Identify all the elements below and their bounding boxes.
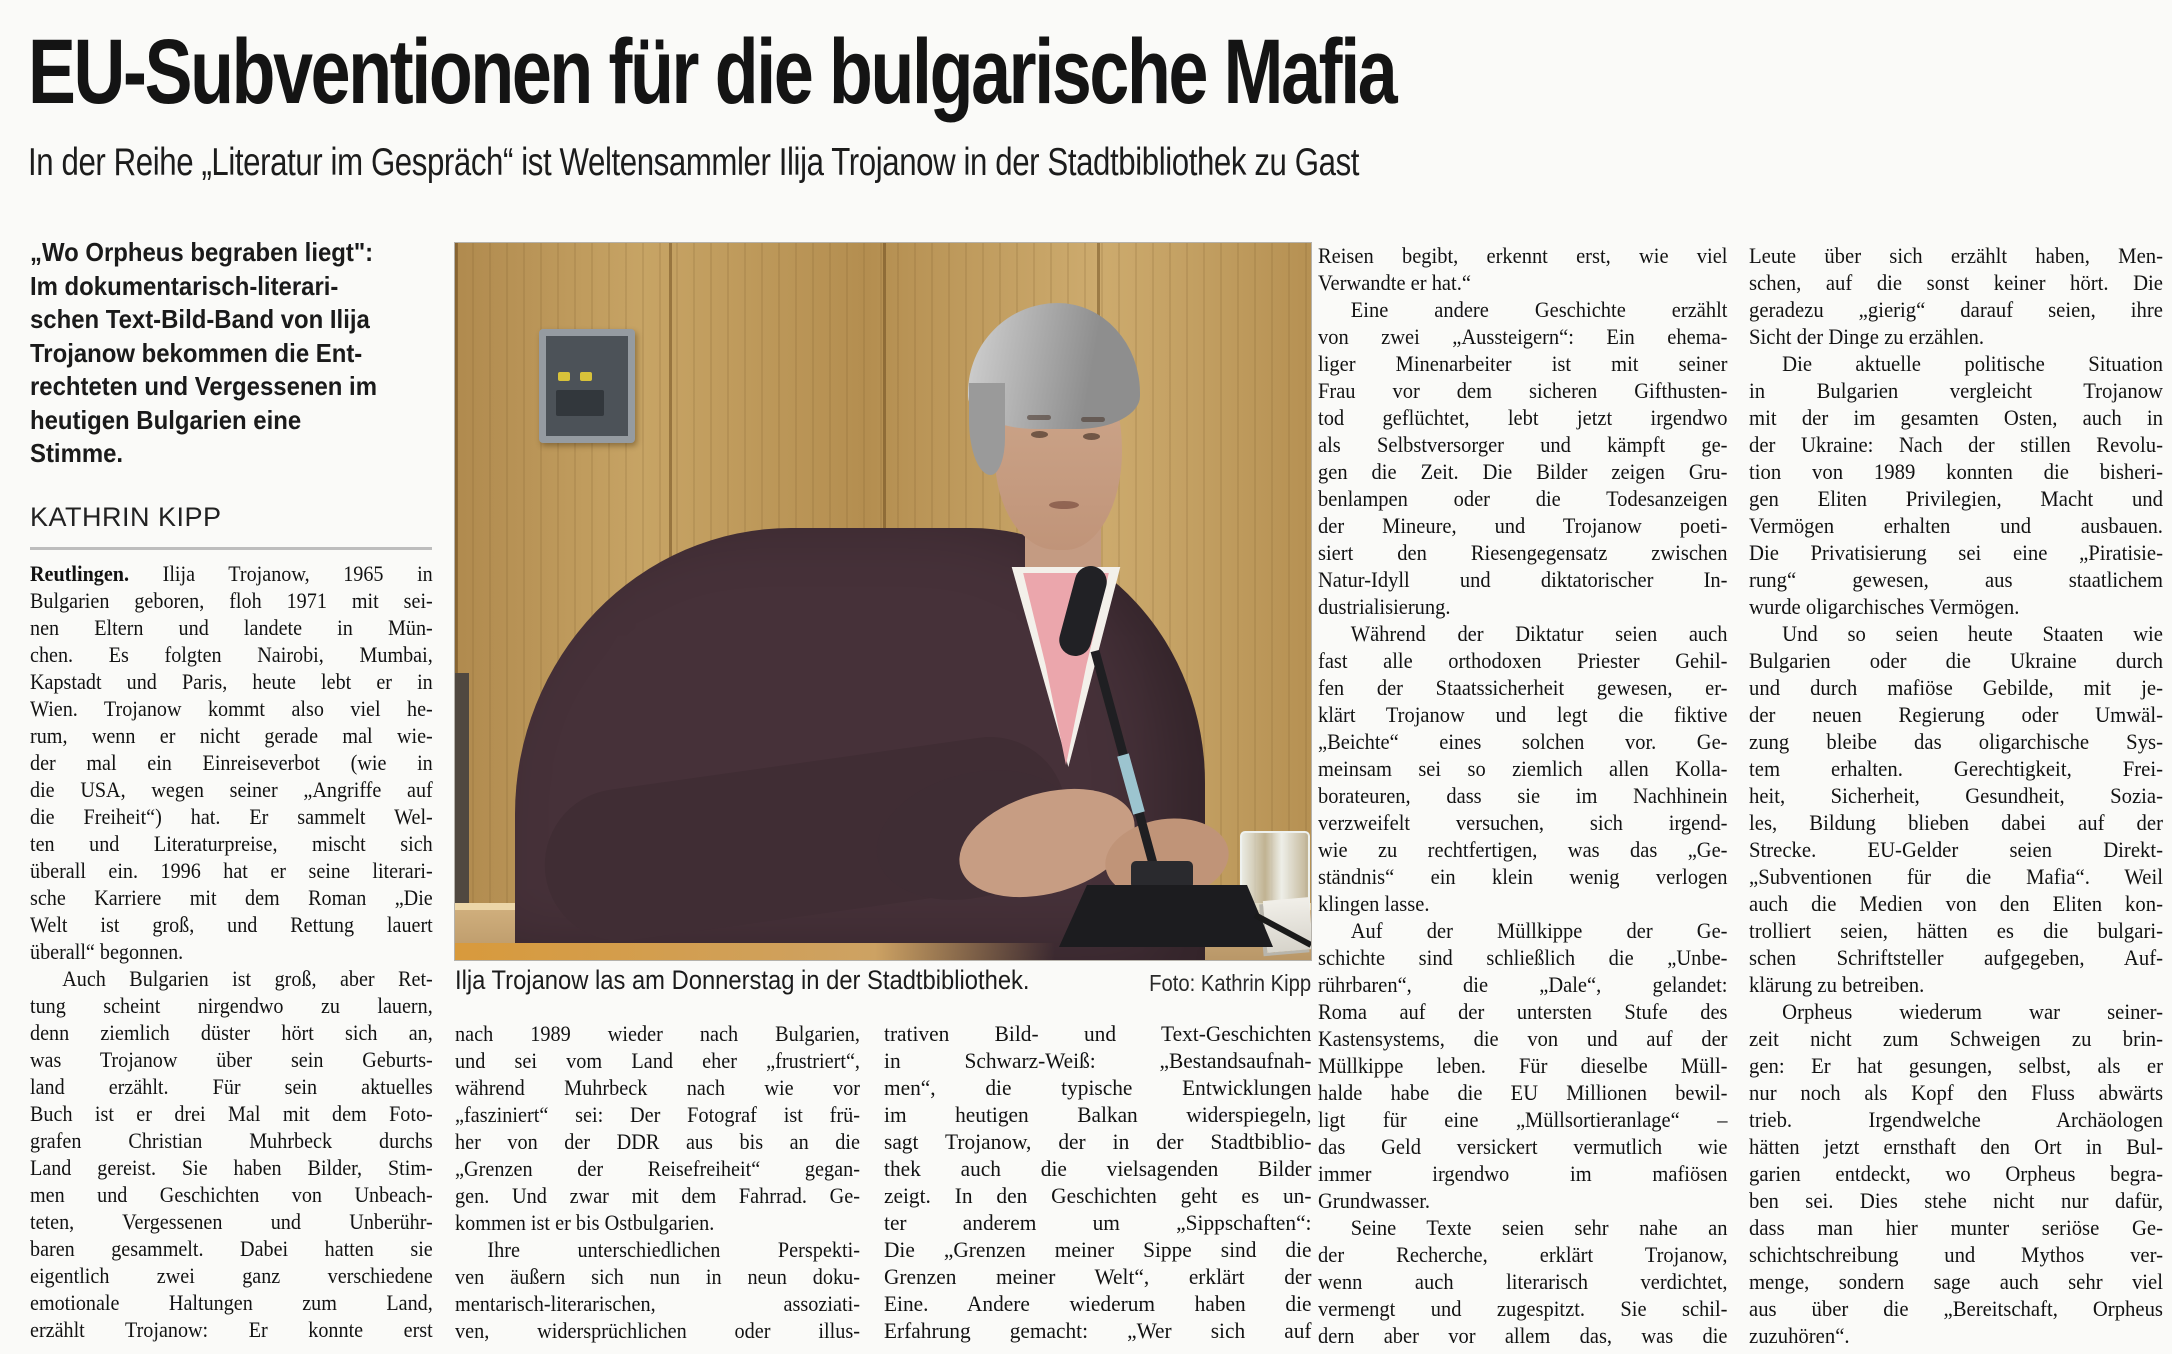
body-text-line: les, Bildung blieben dabei auf der xyxy=(1749,810,2163,835)
caption-row xyxy=(455,964,1311,1006)
body-text-line: erzählt Trojanow: Er konnte erst xyxy=(30,1317,433,1342)
body-text-line: schen Schriftsteller aufgegeben, Auf- xyxy=(1749,945,2163,970)
microphone xyxy=(455,243,1311,960)
body-text-line: sagt Trojanow, der in der Stadtbiblio- xyxy=(884,1129,1312,1154)
body-text-line: gen Eliten Privilegien, Macht und xyxy=(1749,486,2163,511)
body-text-line: zeigt. In den Geschichten geht es un- xyxy=(884,1183,1312,1208)
body-text-line: der Ukraine: Nach der stillen Revolu- xyxy=(1749,432,2163,457)
body-text-line: Während der Diktatur seien auch xyxy=(1350,621,1728,646)
lead-line: Trojanow bekommen die Ent- xyxy=(30,337,363,368)
body-text-line: ten und Literaturpreise, mischt sich xyxy=(30,831,433,856)
body-text-line: „Subventionen für die Mafia“. Weil xyxy=(1749,864,2163,889)
body-text-line: Müllkippe leben. Für dieselbe Müll- xyxy=(1318,1053,1728,1078)
body-text-line: ben sei. Dies stehe nicht nur dafür, xyxy=(1749,1188,2163,1213)
photo-credit: Foto: Kathrin Kipp xyxy=(1148,970,1311,996)
body-text-line: gen die Zeit. Die Bilder zeigen Gru- xyxy=(1318,459,1728,484)
body-text-line: tem erhalten. Gerechtigkeit, Frei- xyxy=(1749,756,2163,781)
body-text-line: men“, die typische Entwicklungen xyxy=(884,1075,1312,1100)
body-text-line: Auch Bulgarien ist groß, aber Ret- xyxy=(62,966,433,991)
body-text-line: ven äußern sich nun in neun doku- xyxy=(455,1264,860,1289)
body-text-line: Strecke. EU-Gelder seien Direkt- xyxy=(1749,837,2163,862)
mic-base xyxy=(1059,885,1273,947)
body-text-line: klärt Trojanow und legt die fiktive xyxy=(1318,702,1728,727)
body-text-line: Roma auf der untersten Stufe des xyxy=(1318,999,1728,1024)
body-text-line: chen. Es folgten Nairobi, Mumbai, xyxy=(30,642,433,667)
body-text-line: ven, widersprüchlichen oder illus- xyxy=(455,1318,860,1343)
body-text-line: gen. Und zwar mit dem Fahrrad. Ge- xyxy=(455,1183,860,1208)
body-text-line: Grundwasser. xyxy=(1318,1188,1431,1213)
body-text-line: geradezu „gierig“ darauf seien, ihre xyxy=(1749,297,2163,322)
body-text-line: und durch mafiöse Gebilde, mit je- xyxy=(1749,675,2163,700)
body-text-line: Die aktuelle politische Situation xyxy=(1782,351,2163,376)
body-text-line: nen Eltern und landete in Mün- xyxy=(30,615,433,640)
body-text-line: ter anderem um „Sippschaften“: xyxy=(884,1210,1312,1235)
body-text-line: Seine Texte seien sehr nahe an xyxy=(1350,1215,1728,1240)
body-text-line: als Selbstversorger und kämpft ge- xyxy=(1318,432,1728,457)
body-text-line: in Bulgarien vergleicht Trojanow xyxy=(1749,378,2163,403)
body-text-line: Die „Grenzen meiner Sippe sind die xyxy=(884,1237,1312,1262)
body-text-line: rum, wenn er nicht gerade mal wie- xyxy=(30,723,433,748)
body-text-line: mit der im gesamten Osten, auch in xyxy=(1749,405,2163,430)
lead-line: heutigen Bulgarien eine xyxy=(30,404,302,435)
body-text-line: trativen Bild- und Text-Geschichten xyxy=(884,1021,1312,1046)
body-text-line: tod geflüchtet, lebt jetzt irgendwo xyxy=(1318,405,1728,430)
body-text-line: vermengt und zugespitzt. Sie schil- xyxy=(1318,1296,1728,1321)
body-text-line: Eine andere Geschichte erzählt xyxy=(1350,297,1728,322)
body-text-line: Und so seien heute Staaten wie xyxy=(1782,621,2163,646)
body-text-line: der Mineure, und Trojanow poeti- xyxy=(1318,513,1728,538)
body-text-line: klärung zu betreiben. xyxy=(1749,972,1925,997)
body-text-line: teten, Vergessenen und Unberühr- xyxy=(30,1209,433,1234)
body-text-line: der Recherche, erklärt Trojanow, xyxy=(1318,1242,1728,1267)
body-text-line: schen, auf die sonst keiner hört. Die xyxy=(1749,270,2163,295)
body-text-line: emotionale Haltungen zum Land, xyxy=(30,1290,433,1315)
body-text-line: borateuren, dass sie im Nachhinein xyxy=(1318,783,1728,808)
body-text-line: „Beichte“ eines solchen vor. Ge- xyxy=(1318,729,1728,754)
body-text-line: grafen Christian Muhrbeck durchs xyxy=(30,1128,433,1153)
body-text-line: fen der Staatssicherheit gewesen, er- xyxy=(1318,675,1728,700)
photo-caption: Ilja Trojanow las am Donnerstag in der Stadtbibliothek. xyxy=(455,965,1030,995)
body-text-line: liger Minenarbeiter ist mit seiner xyxy=(1318,351,1728,376)
lead-line: Stimme. xyxy=(30,438,124,468)
body-text-line: Kapstadt und Paris, heute lebt er in xyxy=(30,669,433,694)
lead-paragraph xyxy=(30,236,431,471)
mic-boom-joint xyxy=(1123,755,1139,813)
body-text-line: verzweifelt versuchen, sich irgend- xyxy=(1318,810,1728,835)
body-text-line: heit, Sicherheit, Gesundheit, Sozia- xyxy=(1749,783,2163,808)
body-column-2 xyxy=(455,1020,860,1344)
body-text-line: von zwei „Aussteigern“: Ein ehema- xyxy=(1318,324,1728,349)
lead-line: schen Text-Bild-Band von Ilija xyxy=(30,304,370,334)
body-text-line: dern aber vor allem das, was die xyxy=(1318,1323,1728,1348)
body-text-line: ligt für eine „Müllsortieranlage“ – xyxy=(1318,1107,1728,1132)
body-column-1 xyxy=(30,560,433,1343)
body-text-line: garien entdeckt, wo Orpheus begra- xyxy=(1749,1161,2163,1186)
body-text-line: Eine. Andere wiederum haben die xyxy=(884,1291,1312,1316)
article-headline: EU-Subventionen für die bulgarische Mafia xyxy=(28,21,1396,123)
body-text-line: Erfahrung gemacht: „Wer sich auf xyxy=(884,1318,1312,1343)
body-text-line: eigentlich zwei ganz verschiedene xyxy=(30,1263,433,1288)
body-text-line: ständnis“ ein klein wenig verlogen xyxy=(1318,864,1728,889)
body-text-line: zeit nicht zum Schweigen zu brin- xyxy=(1749,1026,2163,1051)
body-text-line: zuzuhören“. xyxy=(1749,1323,1850,1348)
body-text-line: Vermögen erhalten und ausbauen. xyxy=(1749,513,2163,538)
body-text-line: Auf der Müllkippe der Ge- xyxy=(1350,918,1728,943)
body-text-line: „fasziniert“ sei: Der Fotograf ist frü- xyxy=(455,1102,860,1127)
mic-head xyxy=(1056,562,1111,659)
body-text-line: Natur-Idyll und diktatorischer In- xyxy=(1318,567,1728,592)
body-text-line: trolliert seien, hätten es die bulgari- xyxy=(1749,918,2163,943)
body-text-line: nach 1989 wieder nach Bulgarien, xyxy=(455,1021,860,1046)
body-text-line: tion von 1989 konnten die bisheri- xyxy=(1749,459,2163,484)
body-text-line: trieb. Irgendwelche Archäologen xyxy=(1749,1107,2163,1132)
body-text-line: hätten jetzt ernsthaft den Ort in Bul- xyxy=(1749,1134,2163,1159)
body-text-line: thek auch die vielsagenden Bilder xyxy=(884,1156,1312,1181)
body-text-line: aus über die „Bereitschaft, Orpheus xyxy=(1749,1296,2163,1321)
body-text-line: men und Geschichten von Unbeach- xyxy=(30,1182,433,1207)
body-text-line: zung bleibe das oligarchische Sys- xyxy=(1749,729,2163,754)
body-text-line: Ihre unterschiedlichen Perspekti- xyxy=(487,1237,860,1262)
body-column-5 xyxy=(1749,242,2163,1349)
article-photo-ilija-trojanow xyxy=(455,243,1311,960)
body-text-line: tung scheint nirgendwo zu lauern, xyxy=(30,993,433,1018)
body-text-line: Land gereist. Sie haben Bilder, Stim- xyxy=(30,1155,433,1180)
body-text-line: Welt ist groß, und Rettung lauert xyxy=(30,912,433,937)
body-text-line: „Grenzen der Reisefreiheit“ gegan- xyxy=(455,1156,860,1181)
body-text-line: auch die Medien von den Eliten kon- xyxy=(1749,891,2163,916)
body-text-line: fast alle orthodoxen Priester Gehil- xyxy=(1318,648,1728,673)
body-text-line: rührbaren“, die „Dale“, gelandet: xyxy=(1318,972,1728,997)
body-text-line: menge, sondern sage auch sehr viel xyxy=(1749,1269,2163,1294)
body-text-line: Die Privatisierung sei eine „Piratisie- xyxy=(1749,540,2163,565)
body-text-line: klingen lasse. xyxy=(1318,891,1430,916)
body-text-line: der mal ein Einreiseverbot (wie in xyxy=(30,750,433,775)
body-text-line: das Geld versickert vermutlich wie xyxy=(1318,1134,1728,1159)
body-text-line: halde habe die EU Millionen bewil- xyxy=(1318,1080,1728,1105)
lead-line: rechteten und Vergessenen im xyxy=(30,371,377,401)
lead-line: Im dokumentarisch-literari- xyxy=(30,270,339,301)
body-column-3 xyxy=(884,1020,1312,1344)
body-text-line: überall“ begonnen. xyxy=(30,939,184,964)
body-text-line: im heutigen Balkan widerspiegeln, xyxy=(884,1102,1312,1127)
mic-mount xyxy=(1131,861,1193,889)
body-text-line: in Schwarz-Weiß: „Bestandsaufnah- xyxy=(884,1048,1312,1073)
body-text-line: wurde oligarchisches Vermögen. xyxy=(1749,594,2020,619)
body-text-line: her von der DDR aus bis an die xyxy=(455,1129,860,1154)
body-text-line: schichte sind schließlich die „Unbe- xyxy=(1318,945,1728,970)
body-text-line: Grenzen meiner Welt“, erklärt der xyxy=(884,1264,1312,1289)
body-text-line: mentarisch-literarischen, assoziati- xyxy=(455,1291,860,1316)
body-text-line: Sicht der Dinge zu erzählen. xyxy=(1749,324,1985,349)
body-text-line: wenn auch literarisch verdichtet, xyxy=(1318,1269,1728,1294)
body-text-line: benlampen oder die Todesanzeigen xyxy=(1318,486,1728,511)
body-text-line: Buch ist er drei Mal mit dem Foto- xyxy=(30,1101,433,1126)
lead-line: „Wo Orpheus begraben liegt": xyxy=(30,237,374,267)
body-text-line: Leute über sich erzählt haben, Men- xyxy=(1749,243,2163,268)
body-text-line: immer irgendwo im mafiösen xyxy=(1318,1161,1728,1186)
body-text-line: dass man hier munter seriöse Ge- xyxy=(1749,1215,2163,1240)
table-front-edge xyxy=(455,943,1055,960)
body-text-line: denn ziemlich düster hört sich an, xyxy=(30,1020,433,1045)
body-text-line: gen: Er hat gesungen, selbst, als er xyxy=(1749,1053,2163,1078)
body-text-line: und sei vom Land eher „frustriert“, xyxy=(455,1048,860,1073)
body-text-line: siert den Riesengegensatz zwischen xyxy=(1318,540,1728,565)
body-text-line: während Muhrbeck nach wie vor xyxy=(455,1075,860,1100)
body-column-4 xyxy=(1318,242,1728,1349)
body-text-line: die USA, wegen seiner „Angriffe auf xyxy=(30,777,433,802)
body-text-line: Verwandte er hat.“ xyxy=(1318,270,1471,295)
body-text-line: Reutlingen. Ilija Trojanow, 1965 in xyxy=(30,561,433,586)
byline: KATHRIN KIPP xyxy=(30,502,432,550)
article-subheadline: In der Reihe „Literatur im Gespräch“ ist Weltensammler Ilija Trojanow in der Stadtbibliothek zu Gast xyxy=(28,141,1360,184)
body-text-line: rung“ gewesen, aus staatlichem xyxy=(1749,567,2163,592)
body-text-line: nur noch als Kopf den Fluss abwärts xyxy=(1749,1080,2163,1105)
body-text-line: Orpheus wiederum war seiner- xyxy=(1782,999,2163,1024)
body-text-line: der neuen Regierung oder Umwäl- xyxy=(1749,702,2163,727)
body-text-line: Bulgarien oder die Ukraine durch xyxy=(1749,648,2163,673)
body-text-line: was Trojanow über sein Geburts- xyxy=(30,1047,433,1072)
body-text-line: meinsam sei so ziemlich allen Kolla- xyxy=(1318,756,1728,781)
body-text-line: land erzählt. Für sein aktuelles xyxy=(30,1074,433,1099)
body-text-line: überall ein. 1996 hat er seine literari- xyxy=(30,858,433,883)
body-text-line: Frau vor dem sicheren Gifthusten- xyxy=(1318,378,1728,403)
body-text-line: dustrialisierung. xyxy=(1318,594,1451,619)
body-text-line: wie zu rechtfertigen, was das „Ge- xyxy=(1318,837,1728,862)
body-text-line: Kastensystems, die von und auf der xyxy=(1318,1026,1728,1051)
body-text-line: Wien. Trojanow kommt also viel he- xyxy=(30,696,433,721)
body-text-line: kommen ist er bis Ostbulgarien. xyxy=(455,1210,715,1235)
body-text-line: sche Karriere mit dem Roman „Die xyxy=(30,885,433,910)
body-text-line: baren gesammelt. Dabei hatten sie xyxy=(30,1236,433,1261)
body-text-line: die Freiheit“) hat. Er sammelt Wel- xyxy=(30,804,433,829)
body-text-line: Bulgarien geboren, floh 1971 mit sei- xyxy=(30,588,433,613)
body-text-line: schichtschreibung und Mythos ver- xyxy=(1749,1242,2163,1267)
body-text-line: Reisen begibt, erkennt erst, wie viel xyxy=(1318,243,1728,268)
